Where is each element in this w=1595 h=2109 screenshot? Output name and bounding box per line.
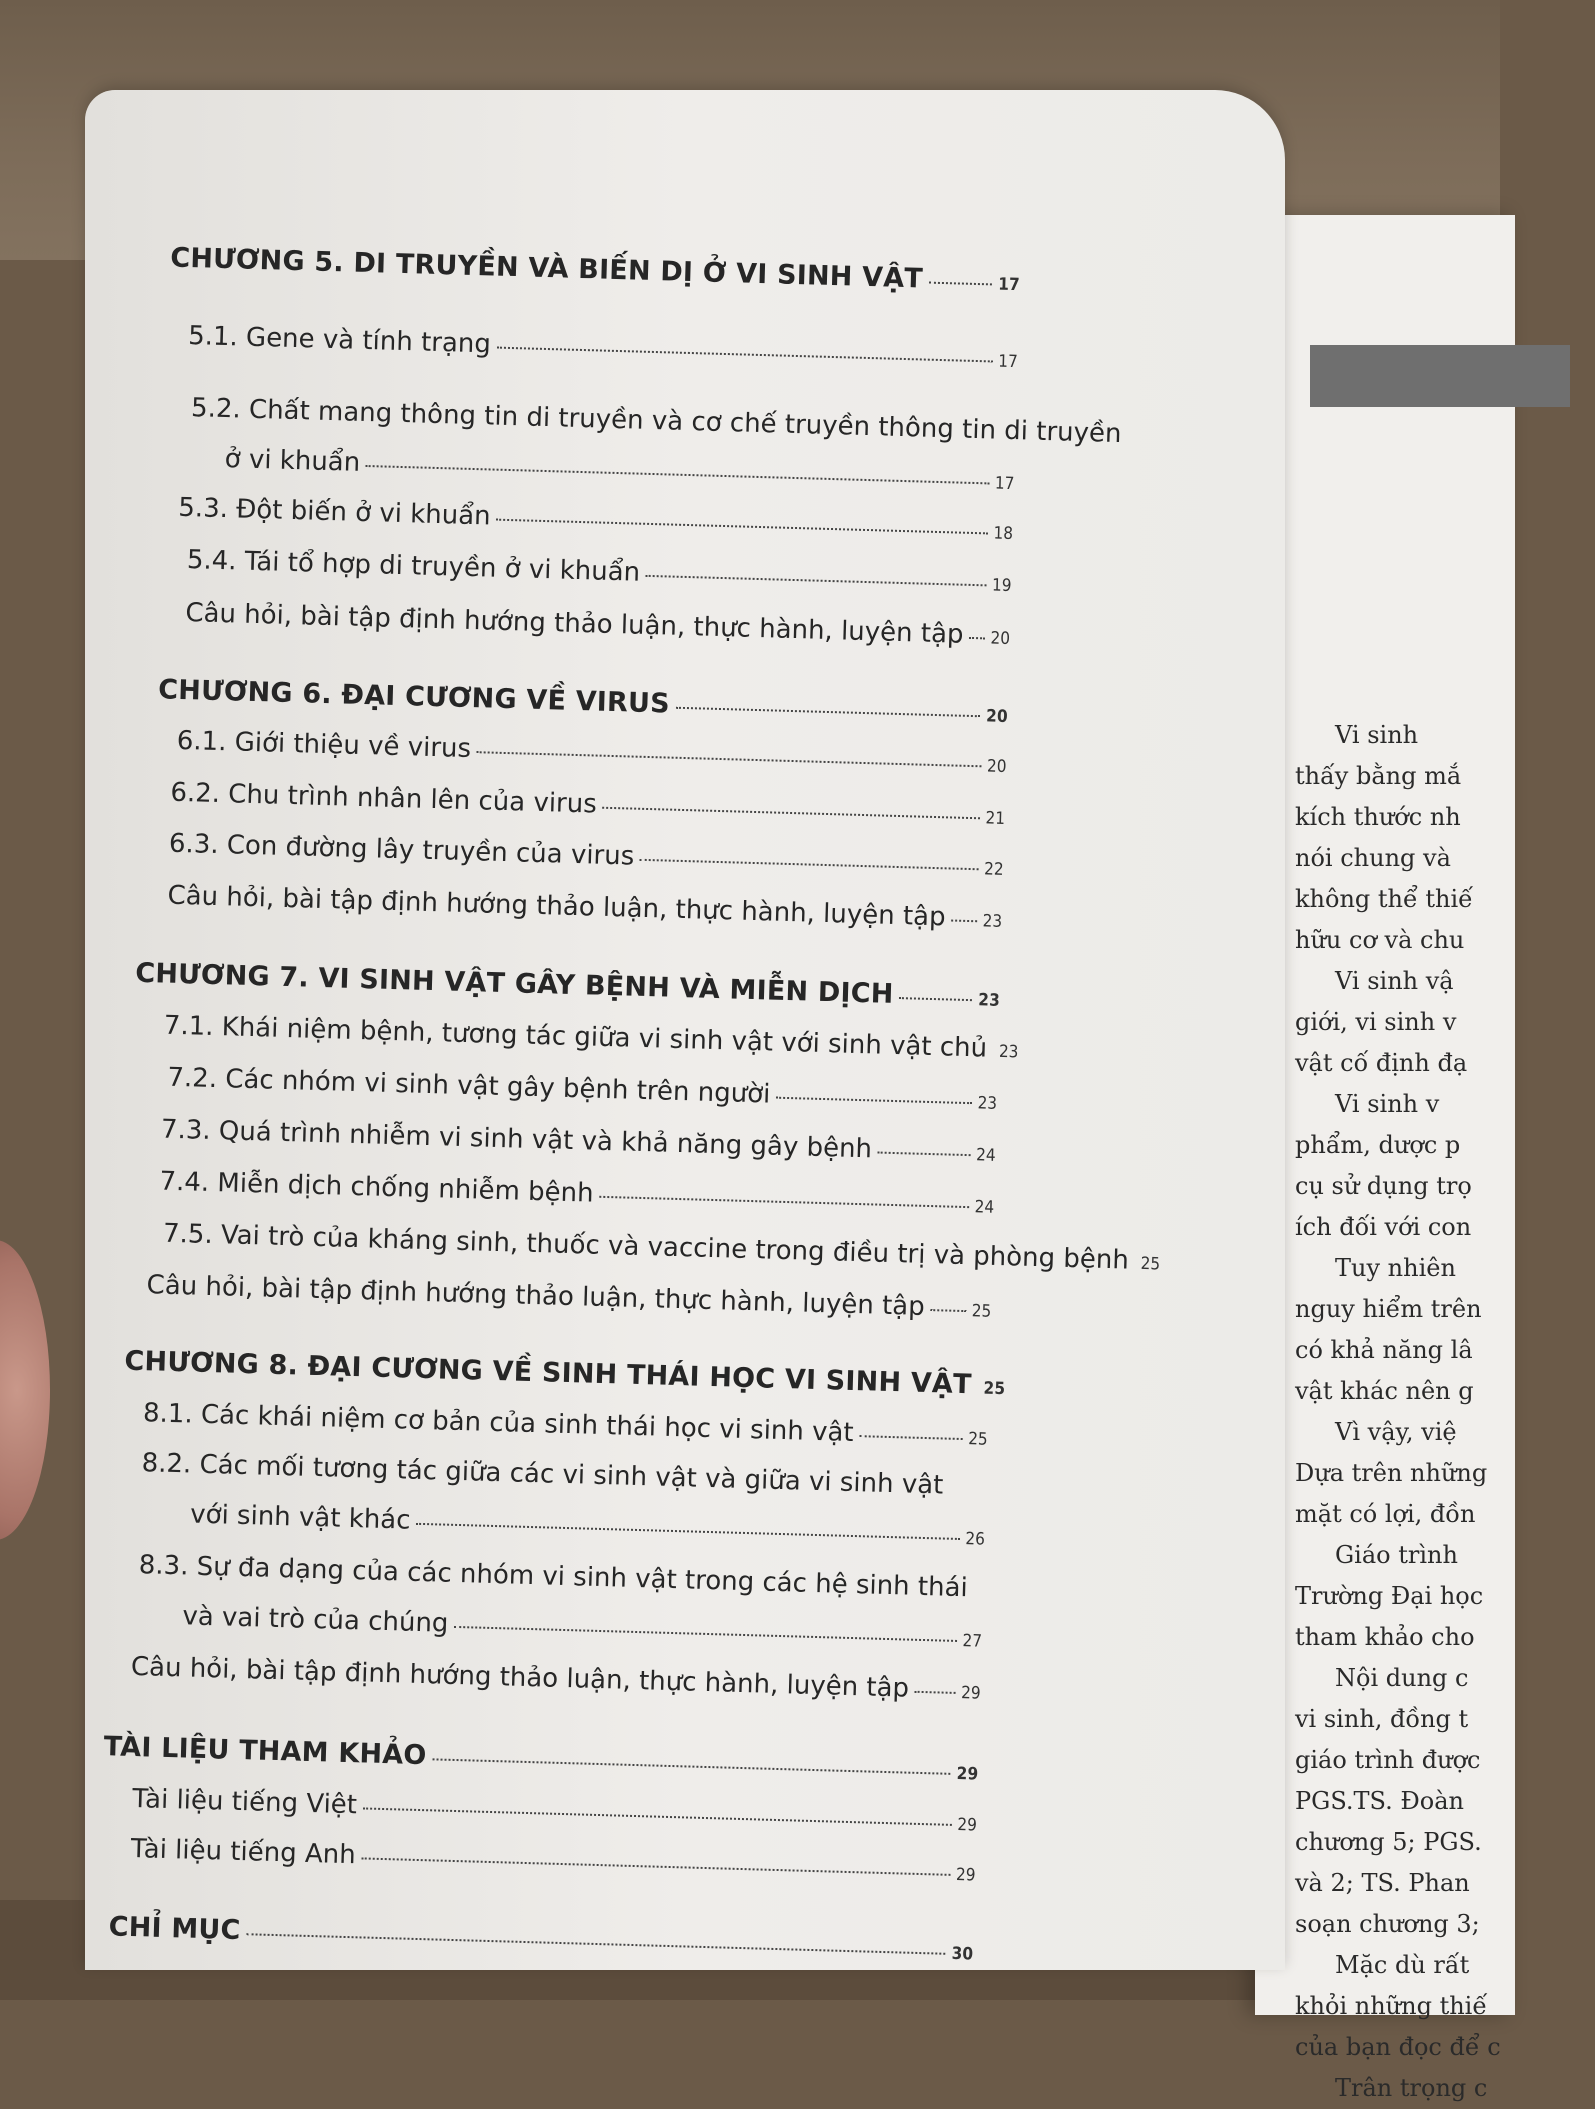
toc-page-number: 20 <box>990 629 1010 650</box>
toc-page-number: 20 <box>987 756 1007 777</box>
dot-leader <box>640 859 978 870</box>
right-page-line: ích đối với con <box>1295 1207 1595 1248</box>
dot-leader <box>646 575 986 586</box>
right-page-line: Dựa trên những <box>1295 1453 1595 1494</box>
toc-chapter-heading <box>135 958 1001 1013</box>
toc-entry <box>182 1601 983 1653</box>
toc-page-number: 19 <box>992 576 1012 597</box>
toc-page-number: 23 <box>978 990 1000 1011</box>
toc-entry-label: Câu hỏi, bài tập định hướng thảo luận, thực hành, luyện tập <box>167 881 946 933</box>
toc-page-number: 24 <box>974 1197 994 1218</box>
right-page-line: vật khác nên g <box>1295 1371 1595 1412</box>
toc-page-number: 29 <box>956 1764 978 1785</box>
toc-page-number: 25 <box>971 1301 991 1322</box>
toc-entry <box>161 1115 997 1168</box>
left-page <box>85 90 1285 1970</box>
dot-leader <box>859 1435 962 1440</box>
toc-entry <box>130 1834 976 1888</box>
dot-leader <box>915 1691 955 1694</box>
right-page-text <box>1295 715 1595 2109</box>
right-page-line: cụ sử dụng trọ <box>1295 1166 1595 1207</box>
toc-entry <box>191 393 1122 449</box>
toc-entry-label: với sinh vật khác <box>190 1500 411 1536</box>
right-page-line: Vì vậy, việ <box>1295 1412 1595 1453</box>
toc-entry <box>167 1063 998 1116</box>
toc-entry-label: 6.2. Chu trình nhân lên của virus <box>170 778 597 820</box>
right-page-line: vật cố định đạ <box>1295 1043 1595 1084</box>
dot-leader <box>951 920 976 923</box>
right-page-line: tham khảo cho <box>1295 1617 1595 1658</box>
toc-chapter-heading <box>108 1911 974 1966</box>
toc-entry <box>188 321 1019 374</box>
toc-entry <box>163 1011 999 1064</box>
toc-chapter-heading <box>170 242 1021 297</box>
toc-entry-label: và vai trò của chúng <box>182 1601 449 1638</box>
toc-entry-label: CHƯƠNG 6. ĐẠI CƯƠNG VỀ VIRUS <box>158 674 670 719</box>
dot-leader <box>599 1196 968 1208</box>
dot-leader <box>477 751 981 767</box>
toc-entry <box>159 1167 995 1220</box>
toc-page-number: 26 <box>965 1529 985 1550</box>
toc-entry-label: Tài liệu tiếng Việt <box>132 1784 358 1820</box>
toc-entry-label: CHƯƠNG 7. VI SINH VẬT GÂY BỆNH VÀ MIỄN DỊCH <box>135 958 894 1010</box>
toc-page-number: 23 <box>999 1042 1019 1063</box>
toc-page-number: 25 <box>983 1379 1005 1400</box>
right-page-line: Vi sinh v <box>1295 1084 1595 1125</box>
toc-entry-label: CHƯƠNG 5. DI TRUYỀN VÀ BIẾN DỊ Ở VI SINH VẬT <box>170 242 923 294</box>
header-band <box>1310 345 1570 407</box>
thumb <box>0 1240 50 1540</box>
right-page-line: nguy hiểm trên <box>1295 1289 1595 1330</box>
toc-chapter-heading <box>103 1731 979 1786</box>
dot-leader <box>676 707 981 718</box>
right-page-line: Mặc dù rất <box>1295 1945 1595 1986</box>
toc-entry <box>131 1652 982 1706</box>
toc-page-number: 17 <box>998 275 1020 296</box>
right-page-line: không thể thiế <box>1295 879 1595 920</box>
table-of-contents <box>33 90 1285 2003</box>
right-page-line: hữu cơ và chu <box>1295 920 1595 961</box>
dot-leader <box>776 1097 971 1104</box>
toc-entry-label: ở vi khuẩn <box>224 444 360 478</box>
right-page-line: thấy bằng mắ <box>1295 756 1595 797</box>
toc-entry-label: 5.4. Tái tổ hợp di truyền ở vi khuẩn <box>186 545 640 588</box>
toc-entry-label: 7.4. Miễn dịch chống nhiễm bệnh <box>159 1167 594 1209</box>
right-page-line: phẩm, dược p <box>1295 1125 1595 1166</box>
right-page-line: Vi sinh vậ <box>1295 961 1595 1002</box>
toc-entry-label: 6.3. Con đường lây truyền của virus <box>169 829 635 872</box>
toc-entry-label: Câu hỏi, bài tập định hướng thảo luận, thực hành, luyện tập <box>146 1270 925 1322</box>
toc-chapter-heading <box>158 674 1009 729</box>
toc-entry <box>169 829 1005 882</box>
toc-chapter-heading <box>124 1346 990 1401</box>
toc-entry-label: 7.3. Quá trình nhiễm vi sinh vật và khả năng gây bệnh <box>161 1115 873 1165</box>
toc-entry-label: 6.1. Giới thiệu về virus <box>176 726 471 764</box>
right-page-line: của bạn đọc để c <box>1295 2027 1595 2068</box>
right-page-line: có khả năng lâ <box>1295 1330 1595 1371</box>
toc-page-number: 27 <box>962 1631 982 1652</box>
toc-page-number: 29 <box>961 1683 981 1704</box>
toc-entry-label: Câu hỏi, bài tập định hướng thảo luận, thực hành, luyện tập <box>131 1652 910 1704</box>
toc-entry-label: 7.1. Khái niệm bệnh, tương tác giữa vi sinh vật với sinh vật chủ <box>163 1011 987 1064</box>
dot-leader <box>899 997 972 1001</box>
right-page <box>1255 215 1515 2015</box>
dot-leader <box>246 1933 945 1955</box>
toc-entry-label: Câu hỏi, bài tập định hướng thảo luận, thực hành, luyện tập <box>185 598 964 650</box>
toc-entry-label: 8.1. Các khái niệm cơ bản của sinh thái học vi sinh vật <box>143 1398 854 1448</box>
toc-entry-label: 7.2. Các nhóm vi sinh vật gây bệnh trên người <box>167 1063 771 1110</box>
right-page-line: Trường Đại học <box>1295 1576 1595 1617</box>
dot-leader <box>366 465 989 484</box>
toc-page-number: 30 <box>951 1944 973 1965</box>
right-page-line: Tuy nhiên <box>1295 1248 1595 1289</box>
toc-entry-label: 8.3. Sự đa dạng của các nhóm vi sinh vật trong các hệ sinh thái <box>138 1550 968 1603</box>
toc-entry <box>190 1500 986 1552</box>
toc-entry <box>146 1270 992 1324</box>
dot-leader <box>969 637 984 639</box>
toc-entry <box>163 1219 994 1272</box>
right-page-line: Trân trọng c <box>1295 2068 1595 2109</box>
right-page-line: soạn chương 3; <box>1295 1904 1595 1945</box>
dot-leader <box>454 1626 956 1642</box>
right-page-line: Giáo trình <box>1295 1535 1595 1576</box>
dot-leader <box>362 1857 950 1875</box>
toc-entry-label: Tài liệu tiếng Anh <box>130 1834 356 1870</box>
right-page-line: PGS.TS. Đoàn <box>1295 1781 1595 1822</box>
toc-entry <box>143 1398 989 1452</box>
toc-entry <box>176 726 1007 779</box>
toc-page-number: 25 <box>1140 1254 1160 1275</box>
toc-page-number: 24 <box>976 1145 996 1166</box>
right-page-line: Nội dung c <box>1295 1658 1595 1699</box>
toc-page-number: 21 <box>985 808 1005 829</box>
toc-page-number: 29 <box>957 1815 977 1836</box>
right-page-line: Vi sinh <box>1295 715 1595 756</box>
right-page-line: khỏi những thiế <box>1295 1986 1595 2027</box>
toc-page-number: 22 <box>984 859 1004 880</box>
toc-entry <box>224 444 1015 496</box>
toc-entry-label: 5.2. Chất mang thông tin di truyền và cơ chế truyền thông tin di truyền <box>191 393 1122 449</box>
toc-entry-label: 5.1. Gene và tính trạng <box>188 321 492 359</box>
toc-entry-label: CHƯƠNG 8. ĐẠI CƯƠNG VỀ SINH THÁI HỌC VI SINH VẬT <box>124 1346 972 1401</box>
toc-entry <box>170 778 1006 831</box>
right-page-line: kích thước nh <box>1295 797 1595 838</box>
dot-leader <box>929 282 992 286</box>
dot-leader <box>931 1309 966 1312</box>
right-page-line: vi sinh, đồng t <box>1295 1699 1595 1740</box>
toc-entry <box>141 1448 943 1500</box>
toc-entry <box>138 1550 968 1603</box>
toc-page-number: 23 <box>977 1093 997 1114</box>
toc-page-number: 17 <box>995 474 1015 495</box>
right-page-line: và 2; TS. Phan <box>1295 1863 1595 1904</box>
toc-page-number: 29 <box>956 1865 976 1886</box>
dot-leader <box>496 519 987 535</box>
dot-leader <box>603 807 980 820</box>
dot-leader <box>497 347 993 363</box>
toc-page-number: 25 <box>968 1429 988 1450</box>
dot-leader <box>432 1758 950 1774</box>
toc-page-number: 20 <box>986 706 1008 727</box>
toc-entry-label: 8.2. Các mối tương tác giữa các vi sinh vật và giữa vi sinh vật <box>141 1448 943 1500</box>
toc-entry-label: 7.5. Vai trò của kháng sinh, thuốc và vaccine trong điều trị và phòng bệnh <box>163 1219 1130 1276</box>
toc-entry <box>178 493 1014 546</box>
right-page-line: chương 5; PGS. <box>1295 1822 1595 1863</box>
right-page-line: giới, vi sinh v <box>1295 1002 1595 1043</box>
toc-entry-label: CHỈ MỤC <box>108 1911 241 1946</box>
toc-entry <box>186 545 1012 598</box>
toc-entry-label: TÀI LIỆU THAM KHẢO <box>103 1731 427 1771</box>
toc-entry-label: 5.3. Đột biến ở vi khuẩn <box>178 493 491 532</box>
toc-entry <box>185 598 1011 651</box>
toc-page-number: 17 <box>998 352 1018 373</box>
dot-leader <box>416 1523 959 1540</box>
dot-leader <box>363 1807 952 1825</box>
toc-entry <box>132 1784 978 1838</box>
toc-entry <box>167 881 1003 934</box>
right-page-line: mặt có lợi, đồn <box>1295 1494 1595 1535</box>
dot-leader <box>878 1152 970 1157</box>
right-page-line: nói chung và <box>1295 838 1595 879</box>
toc-page-number: 23 <box>982 911 1002 932</box>
right-page-line: giáo trình được <box>1295 1740 1595 1781</box>
toc-page-number: 18 <box>993 524 1013 545</box>
